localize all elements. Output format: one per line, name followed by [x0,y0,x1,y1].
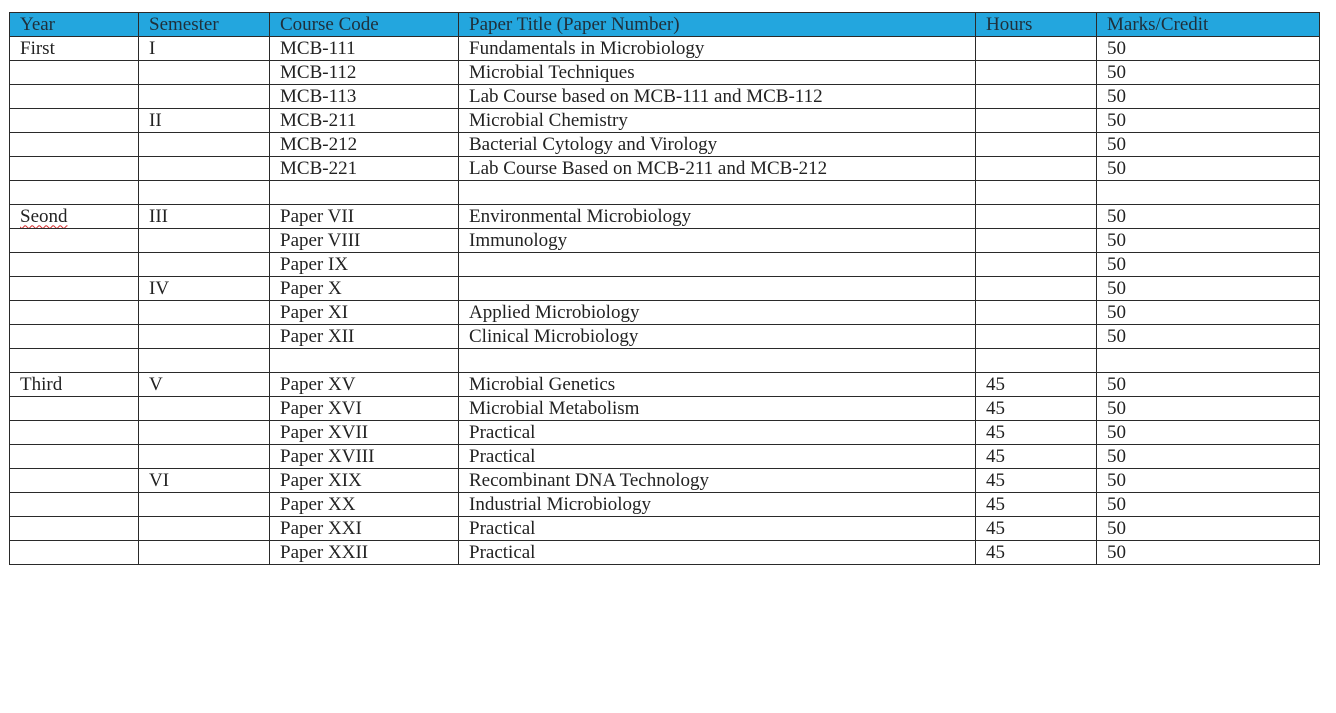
year-cell [10,301,139,325]
semester-cell: II [139,109,270,133]
hours-cell: 45 [976,373,1097,397]
paper-title-cell: Clinical Microbiology [459,325,976,349]
table-row [10,349,1320,373]
year-cell [10,61,139,85]
semester-cell [139,517,270,541]
document-page [9,12,1320,565]
table-row [10,325,1320,349]
semester-cell [139,133,270,157]
hours-cell [976,301,1097,325]
table-row [10,517,1320,541]
year-cell [10,109,139,133]
semester-cell: I [139,37,270,61]
course-table [9,12,1320,565]
table-row [10,277,1320,301]
semester-cell [139,325,270,349]
year-cell [10,349,139,373]
marks-cell: 50 [1097,373,1320,397]
paper-title-cell: Microbial Genetics [459,373,976,397]
paper-title-cell: Lab Course Based on MCB-211 and MCB-212 [459,157,976,181]
table-row [10,445,1320,469]
table-row [10,37,1320,61]
year-cell: First [10,37,139,61]
header-cell-marks-credit: Marks/Credit [1097,13,1320,37]
paper-title-cell: Bacterial Cytology and Virology [459,133,976,157]
hours-cell: 45 [976,421,1097,445]
course-code-cell: MCB-212 [270,133,459,157]
semester-cell: VI [139,469,270,493]
hours-cell: 45 [976,445,1097,469]
hours-cell [976,325,1097,349]
hours-cell: 45 [976,397,1097,421]
paper-title-cell: Microbial Metabolism [459,397,976,421]
marks-cell: 50 [1097,61,1320,85]
semester-cell [139,85,270,109]
course-code-cell: MCB-111 [270,37,459,61]
paper-title-cell: Industrial Microbiology [459,493,976,517]
year-cell [10,181,139,205]
marks-cell: 50 [1097,109,1320,133]
paper-title-cell: Lab Course based on MCB-111 and MCB-112 [459,85,976,109]
paper-title-cell: Environmental Microbiology [459,205,976,229]
hours-cell [976,205,1097,229]
hours-cell: 45 [976,493,1097,517]
year-cell [10,133,139,157]
table-row [10,181,1320,205]
course-code-cell: Paper XXII [270,541,459,565]
course-code-cell: Paper X [270,277,459,301]
year-cell [10,229,139,253]
year-cell [10,445,139,469]
table-row [10,373,1320,397]
marks-cell: 50 [1097,253,1320,277]
marks-cell: 50 [1097,37,1320,61]
paper-title-cell: Practical [459,517,976,541]
table-row [10,301,1320,325]
marks-cell: 50 [1097,277,1320,301]
semester-cell: IV [139,277,270,301]
year-cell [10,493,139,517]
semester-cell [139,445,270,469]
course-code-cell: Paper XVI [270,397,459,421]
course-code-cell: Paper XV [270,373,459,397]
course-code-cell: Paper XII [270,325,459,349]
semester-cell [139,181,270,205]
semester-cell [139,61,270,85]
marks-cell [1097,349,1320,373]
table-body [10,37,1320,565]
hours-cell [976,157,1097,181]
table-row [10,229,1320,253]
marks-cell: 50 [1097,133,1320,157]
table-row [10,61,1320,85]
header-cell-year: Year [10,13,139,37]
table-row [10,541,1320,565]
paper-title-cell: Microbial Chemistry [459,109,976,133]
course-code-cell: Paper XVIII [270,445,459,469]
marks-cell: 50 [1097,157,1320,181]
marks-cell: 50 [1097,493,1320,517]
hours-cell [976,37,1097,61]
year-cell [10,469,139,493]
table-row [10,397,1320,421]
paper-title-cell: Practical [459,421,976,445]
marks-cell: 50 [1097,325,1320,349]
year-cell [10,397,139,421]
marks-cell: 50 [1097,205,1320,229]
year-cell [10,517,139,541]
course-code-cell: Paper XX [270,493,459,517]
paper-title-cell [459,253,976,277]
course-code-cell: MCB-112 [270,61,459,85]
hours-cell [976,349,1097,373]
semester-cell: V [139,373,270,397]
table-row [10,109,1320,133]
course-code-cell: Paper VIII [270,229,459,253]
course-code-cell: Paper XIX [270,469,459,493]
hours-cell [976,133,1097,157]
year-cell [10,421,139,445]
header-cell-semester: Semester [139,13,270,37]
semester-cell [139,541,270,565]
hours-cell [976,109,1097,133]
marks-cell [1097,181,1320,205]
course-code-cell: MCB-211 [270,109,459,133]
header-cell-paper-title: Paper Title (Paper Number) [459,13,976,37]
paper-title-cell: Practical [459,445,976,469]
paper-title-cell: Immunology [459,229,976,253]
table-row [10,253,1320,277]
year-cell [10,325,139,349]
marks-cell: 50 [1097,301,1320,325]
paper-title-cell: Microbial Techniques [459,61,976,85]
course-code-cell: Paper IX [270,253,459,277]
hours-cell [976,61,1097,85]
hours-cell [976,229,1097,253]
year-cell [10,253,139,277]
paper-title-cell [459,181,976,205]
marks-cell: 50 [1097,541,1320,565]
hours-cell: 45 [976,517,1097,541]
semester-cell [139,229,270,253]
marks-cell: 50 [1097,445,1320,469]
hours-cell [976,181,1097,205]
marks-cell: 50 [1097,397,1320,421]
semester-cell [139,421,270,445]
paper-title-cell: Fundamentals in Microbiology [459,37,976,61]
paper-title-cell: Practical [459,541,976,565]
year-cell [10,205,139,229]
marks-cell: 50 [1097,469,1320,493]
semester-cell [139,253,270,277]
year-cell [10,85,139,109]
year-cell [10,541,139,565]
semester-cell [139,349,270,373]
semester-cell [139,157,270,181]
hours-cell: 45 [976,541,1097,565]
paper-title-cell [459,277,976,301]
table-row [10,421,1320,445]
paper-title-cell [459,349,976,373]
header-cell-hours: Hours [976,13,1097,37]
marks-cell: 50 [1097,85,1320,109]
year-cell: Third [10,373,139,397]
year-cell [10,277,139,301]
marks-cell: 50 [1097,421,1320,445]
table-row [10,469,1320,493]
hours-cell: 45 [976,469,1097,493]
header-cell-course-code: Course Code [270,13,459,37]
hours-cell [976,277,1097,301]
semester-cell [139,397,270,421]
course-code-cell [270,349,459,373]
misspelled-word: Seond [20,205,68,227]
marks-cell: 50 [1097,517,1320,541]
course-code-cell: Paper XVII [270,421,459,445]
course-code-cell: MCB-221 [270,157,459,181]
semester-cell [139,493,270,517]
course-code-cell: MCB-113 [270,85,459,109]
table-row [10,85,1320,109]
semester-cell [139,301,270,325]
table-row [10,157,1320,181]
course-code-cell: Paper VII [270,205,459,229]
course-code-cell [270,181,459,205]
hours-cell [976,85,1097,109]
hours-cell [976,253,1097,277]
marks-cell: 50 [1097,229,1320,253]
paper-title-cell: Applied Microbiology [459,301,976,325]
table-row [10,133,1320,157]
paper-title-cell: Recombinant DNA Technology [459,469,976,493]
semester-cell: III [139,205,270,229]
course-code-cell: Paper XI [270,301,459,325]
year-cell [10,157,139,181]
course-code-cell: Paper XXI [270,517,459,541]
header-row [10,13,1320,37]
table-row [10,493,1320,517]
table-row [10,205,1320,229]
